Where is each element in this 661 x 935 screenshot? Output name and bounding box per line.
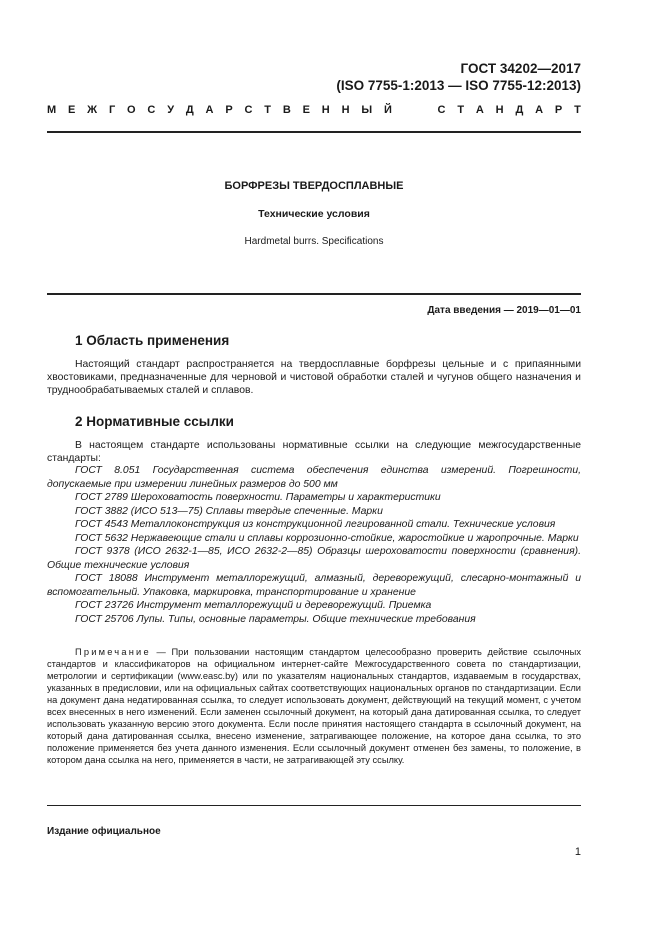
reference-item: ГОСТ 8.051 Государственная система обеспечения единства измерений. Погрешности, допускаемые при измерении линейных размеров до 500 мм: [47, 465, 581, 490]
letter: Ы: [361, 104, 373, 116]
reference-item: ГОСТ 9378 (ИСО 2632-1—85, ИСО 2632-2—85) Образцы шероховатости поверхности (сравнения). Общие технические условия: [47, 546, 581, 571]
letter: А: [535, 104, 544, 116]
letter: Н: [321, 104, 330, 116]
reference-item: ГОСТ 4543 Металлоконструкция из конструкционной легированной стали. Технические условия: [75, 519, 556, 530]
reference-item: ГОСТ 3882 (ИСО 513—75) Сплавы твердые спеченные. Марки: [75, 505, 383, 517]
reference-item: ГОСТ 23726 Инструмент металлорежущий и дереворежущий. Приемка: [75, 600, 432, 611]
letter: Р: [554, 104, 563, 116]
note-paragraph: [47, 646, 581, 766]
section-1-heading: 1 Область применения: [75, 333, 230, 348]
reference-list: [47, 464, 581, 626]
section-2-heading: 2 Нормативные ссылки: [75, 414, 234, 429]
letter: В: [282, 104, 291, 116]
page-number: 1: [574, 846, 581, 858]
reference-item: ГОСТ 2789 Шероховатость поверхности. Параметры и характеристики: [75, 492, 441, 503]
letter: О: [127, 104, 136, 116]
letter: А: [205, 104, 214, 116]
document-subtitle: Технические условия: [258, 208, 370, 220]
section-1-text: Настоящий стандарт распространяется на твердосплавные борфрезы цельные и с припаянными хвостовиками, предназначенные для черновой и чистовой обработки сталей и чугунов общего назначения и труднообрабатываемых сталей и сплавов.: [47, 359, 581, 397]
letter: У: [167, 104, 175, 116]
interstate-standard-banner: [47, 104, 581, 116]
letter: Ж: [87, 104, 98, 116]
letter: Т: [574, 104, 581, 116]
letter: Д: [515, 104, 524, 116]
english-title: Hardmetal burrs. Specifications: [244, 236, 384, 247]
section-1-body: [47, 358, 581, 398]
letter: Е: [68, 104, 76, 116]
section-2-intro: [47, 439, 581, 465]
letter: Р: [225, 104, 233, 116]
letter: Т: [264, 104, 272, 116]
section-2-intro-text: В настоящем стандарте использованы нормативные ссылки на следующие межгосударственные стандарты:: [47, 440, 581, 465]
letter: Т: [457, 104, 465, 116]
word-gap: [404, 104, 426, 116]
iso-code: (ISO 7755-1:2013 — ISO 7755-12:2013): [336, 78, 581, 93]
letter: С: [437, 104, 446, 116]
note-text: — При пользовании настоящим стандартом целесообразно проверить действие ссылочных стандартов и классификаторов на официальном интернет-сайте Межгосударственного совета по стандартизации, метрологии и сертификации (www.easc.by) или по указателям национальных стандартов, издаваемым в государствах, указанных в предисловии, или на официальных сайтах соответствующих национальных органов по стандартизации. Если на документ дана недатированная ссылка, то следует использовать документ, действующий на текущий момент, с учетом всех внесенных в него изменений. Если заменен ссылочный документ, на который дана датированная ссылка, то следует использовать указанную версию этого документа. Если после принятия настоящего стандарта в ссылочный документ, на который дана датированная ссылка, внесено изменение, затрагивающее положение, на которое дана ссылка, то это положение применяется без учета данного изменения. Если ссылочный документ отменен без замены, то положение, в котором дана ссылка на него, применяется в части, не затрагивающей эту ссылку.: [47, 647, 581, 765]
title-rule: [47, 293, 581, 295]
letter: С: [147, 104, 156, 116]
edition-label: Издание официальное: [47, 826, 161, 837]
reference-item: ГОСТ 25706 Лупы. Типы, основные параметры. Общие технические требования: [75, 613, 476, 625]
letter: Й: [383, 104, 392, 116]
letter: Е: [302, 104, 310, 116]
letter: С: [244, 104, 253, 116]
document-title: БОРФРЕЗЫ ТВЕРДОСПЛАВНЫЕ: [224, 180, 404, 192]
reference-item: ГОСТ 5632 Нержавеющие стали и сплавы коррозионно-стойкие, жаростойкие и жаропрочные. Марки: [75, 532, 579, 544]
note-label: Примечание: [75, 647, 151, 657]
letter: А: [475, 104, 484, 116]
effective-date: Дата введения — 2019—01—01: [427, 305, 581, 316]
letter: Н: [495, 104, 504, 116]
letter: Н: [341, 104, 350, 116]
letter: М: [47, 104, 57, 116]
footer-rule: [47, 805, 581, 806]
note-block: [47, 646, 581, 766]
reference-item: ГОСТ 18088 Инструмент металлорежущий, алмазный, дереворежущий, слесарно-монтажный и вспомогательный. Упаковка, маркировка, транспортирование и хранение: [47, 573, 581, 598]
header-rule: [47, 131, 581, 133]
letter: Г: [108, 104, 116, 116]
gost-code: ГОСТ 34202—2017: [460, 61, 581, 76]
letter: Д: [185, 104, 194, 116]
